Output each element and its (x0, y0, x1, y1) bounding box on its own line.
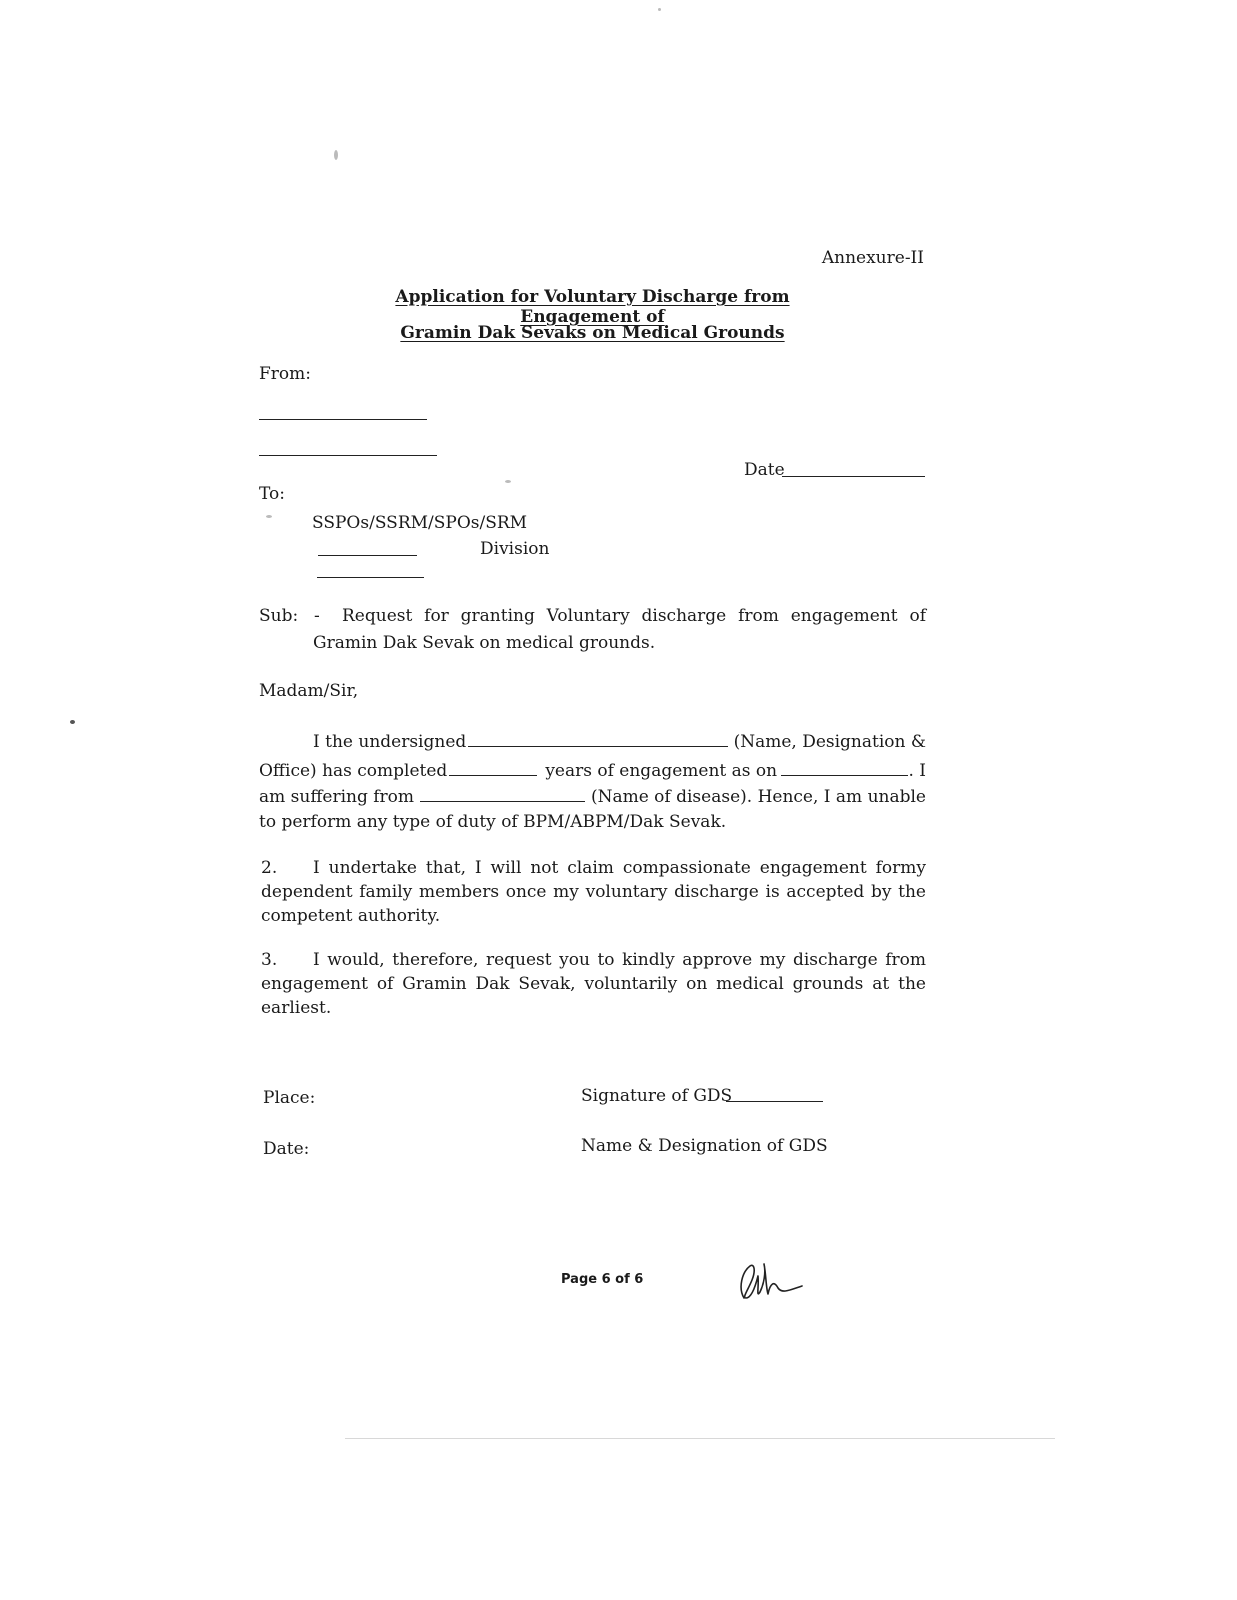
subject-label: Sub: (259, 606, 299, 626)
from-blank-line-1 (259, 419, 427, 420)
para1-text-disease: (Name of disease). Hence, I am unable (590, 787, 926, 807)
recipient-blank-line (317, 577, 424, 578)
page-number: Page 6 of 6 (561, 1272, 644, 1287)
para1-line-2 (259, 760, 926, 782)
recipient-division: Division (480, 539, 550, 559)
title-line-2: Gramin Dak Sevaks on Medical Grounds (400, 323, 785, 343)
annexure-label: Annexure-II (821, 248, 924, 268)
date-bottom-label: Date: (263, 1139, 310, 1159)
name-blank-line (468, 732, 727, 747)
scan-speck (505, 480, 511, 483)
years-blank-line (449, 761, 537, 776)
from-label: From: (259, 364, 312, 384)
para1-text-name-designation: (Name, Designation & (733, 732, 926, 752)
para1-text-period: . I (908, 761, 926, 781)
scan-speck (266, 515, 272, 518)
signature-label: Signature of GDS (581, 1086, 733, 1106)
date-blank-line (782, 476, 925, 477)
para2 (261, 856, 926, 928)
date-label: Date (744, 460, 785, 480)
name-designation-label: Name & Designation of GDS (581, 1136, 828, 1156)
title-line-1: Application for Voluntary Discharge from Engagement of (395, 287, 790, 327)
division-blank-line (318, 555, 417, 556)
to-label: To: (259, 484, 285, 504)
disease-blank-line (420, 787, 585, 802)
scan-speck (658, 8, 661, 11)
para1-line-1 (313, 731, 926, 753)
para3-text: I would, therefore, request you to kindly approve my discharge from engagement of Gramin Dak Sevak, voluntarily on medical grounds at the earliest. (261, 950, 926, 1018)
salutation: Madam/Sir, (259, 681, 359, 701)
scan-speck (70, 720, 75, 724)
para2-number: 2. (261, 858, 278, 878)
para2-text: I undertake that, I will not claim compassionate engagement formy dependent family members once my voluntary discharge is accepted by the competent authority. (261, 858, 926, 926)
scan-speck (334, 150, 338, 160)
para1-text-suffering: am suffering from (259, 787, 415, 807)
from-blank-line-2 (259, 455, 437, 456)
subject-line-1: Request for granting Voluntary discharge from engagement of (342, 606, 926, 626)
para3 (261, 948, 926, 1020)
engagement-date-blank-line (781, 761, 908, 776)
para1-text-years: years of engagement as on (545, 761, 778, 781)
place-label: Place: (263, 1088, 316, 1108)
para1-text-undersigned: I the undersigned (313, 732, 467, 752)
para1-line-3 (259, 786, 926, 808)
para1-text-completed: Office) has completed (259, 761, 448, 781)
handwritten-initials (734, 1258, 810, 1304)
para1-line-4: to perform any type of duty of BPM/ABPM/Dak Sevak. (259, 812, 727, 832)
para3-number: 3. (261, 950, 278, 970)
subject-dash: - (314, 606, 320, 626)
signature-blank-line (726, 1101, 823, 1102)
subject-line-2: Gramin Dak Sevak on medical grounds. (313, 633, 656, 653)
scan-line (345, 1438, 1055, 1439)
recipient-office: SSPOs/SSRM/SPOs/SRM (312, 513, 528, 533)
